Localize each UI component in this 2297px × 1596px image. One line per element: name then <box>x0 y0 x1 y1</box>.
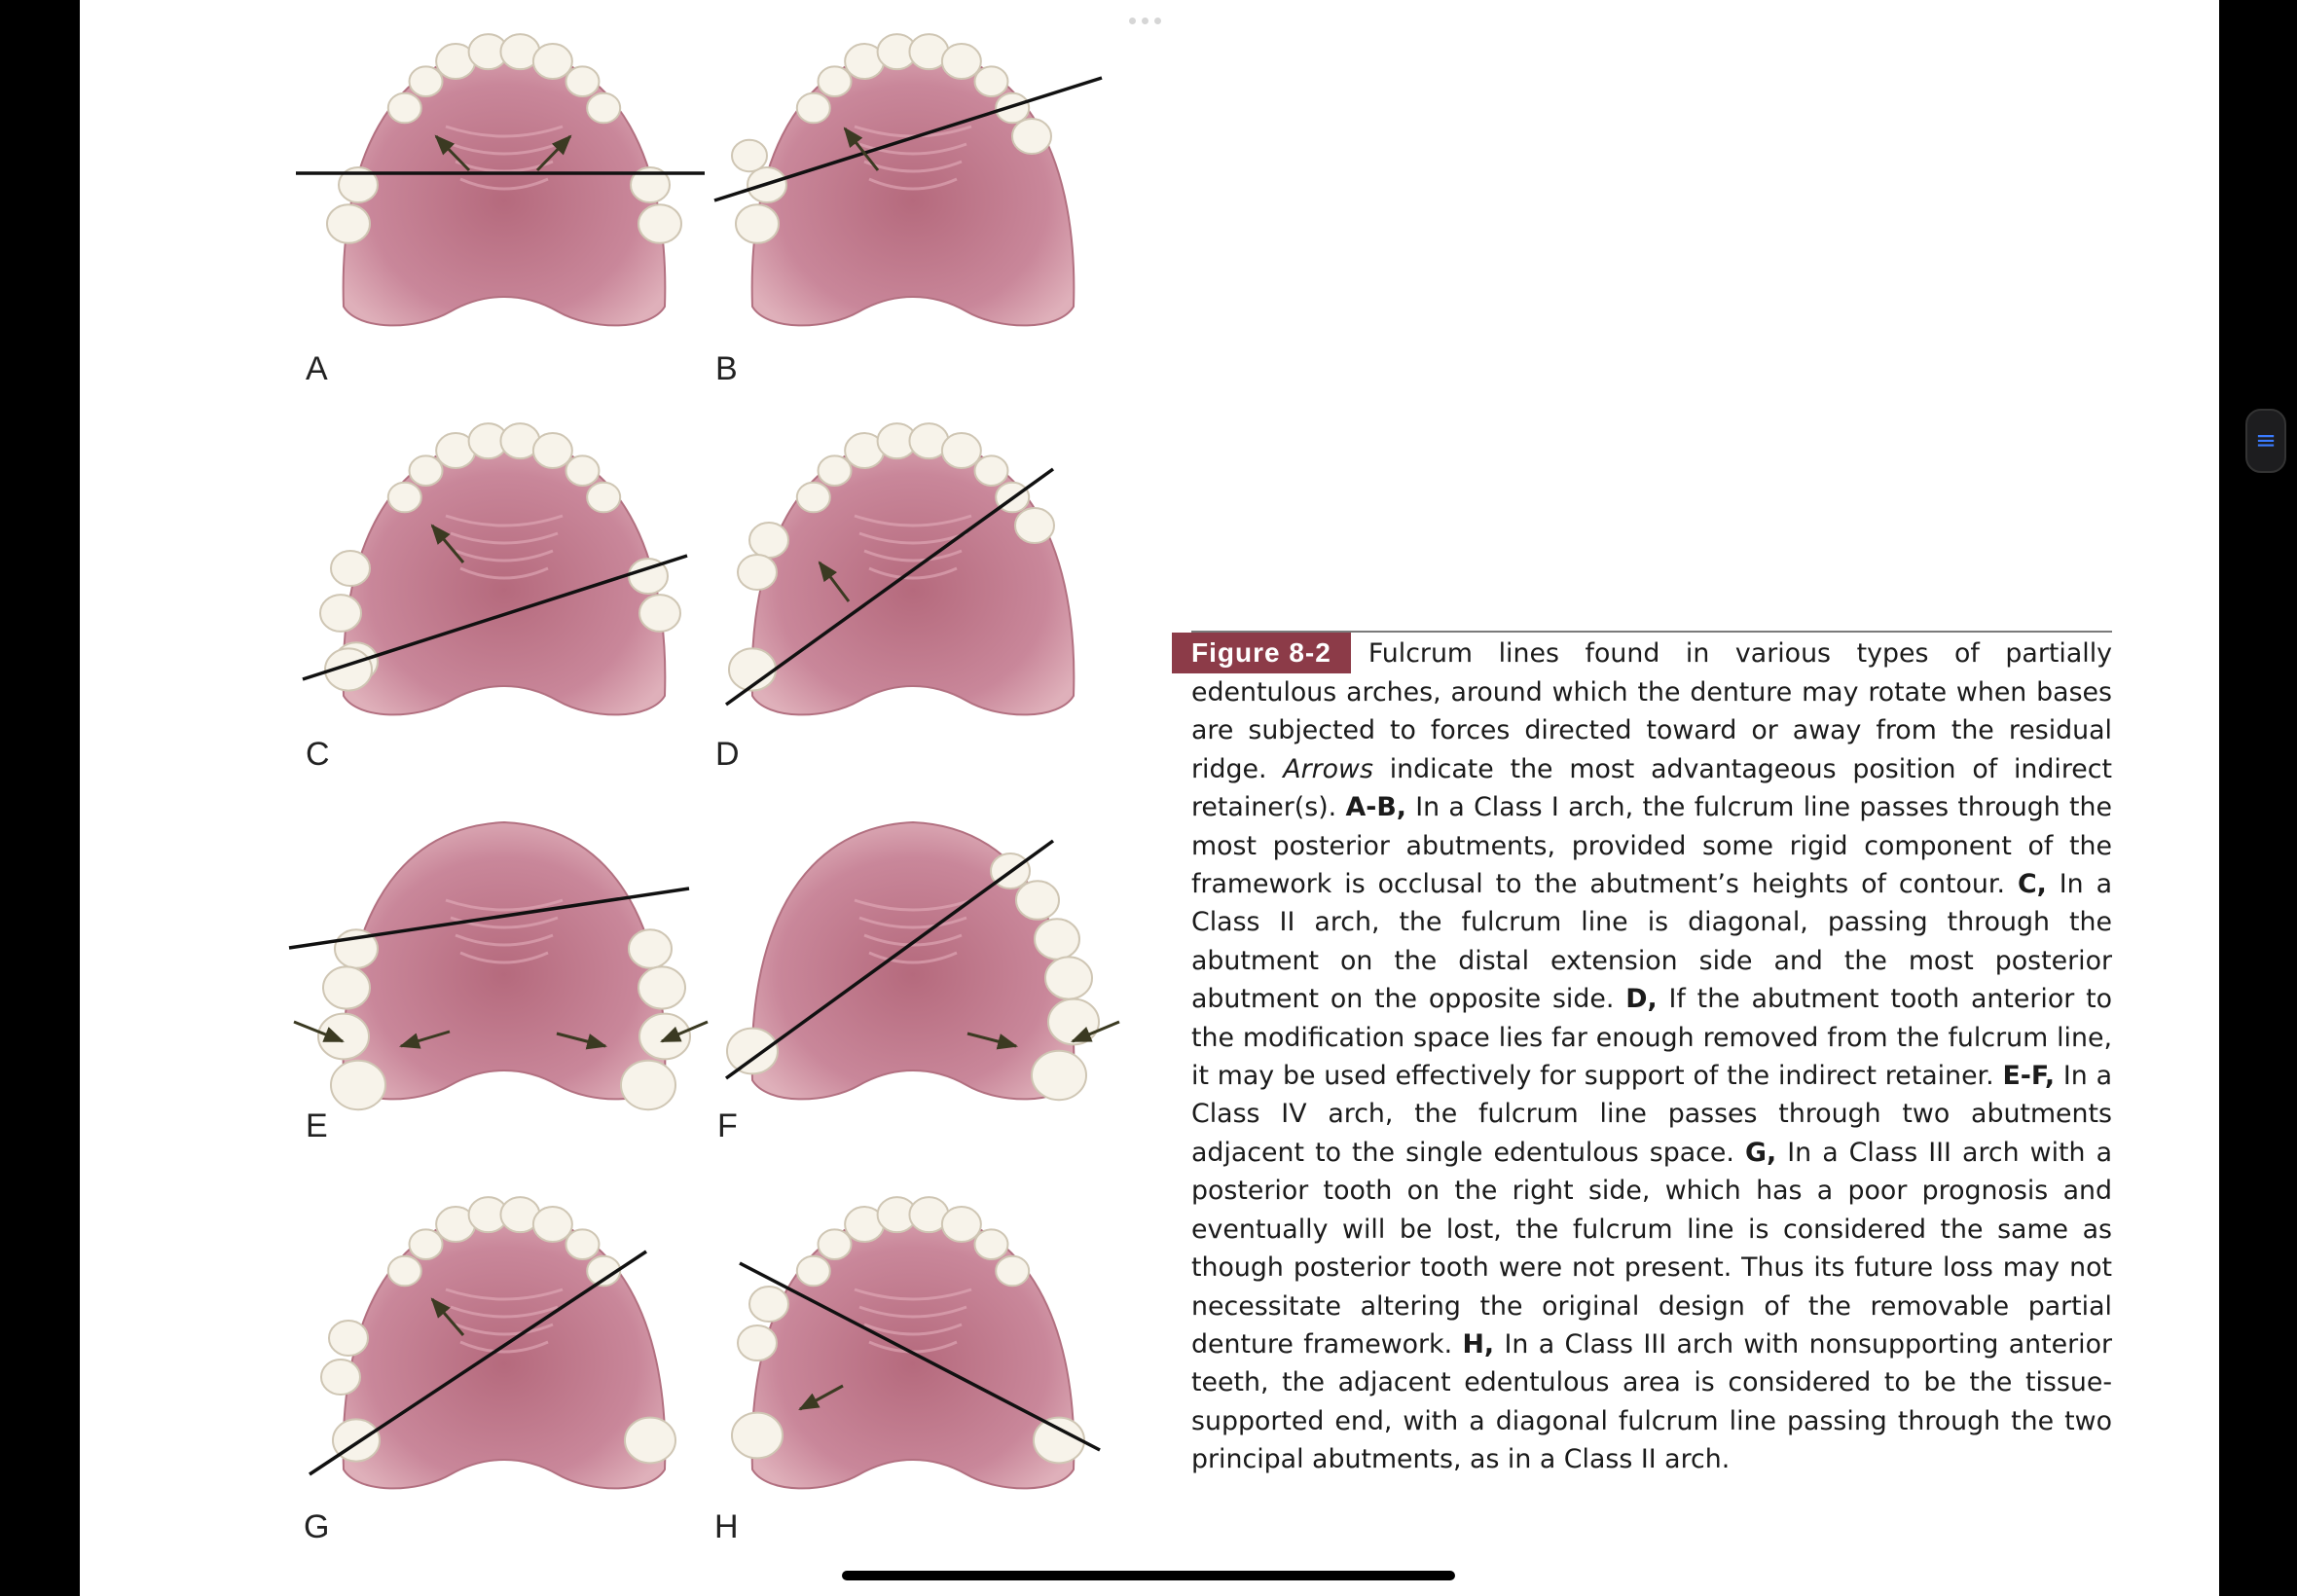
caption-segment: C, <box>2017 869 2047 900</box>
caption-segment: In a Class III arch with nonsupporting anterior teeth, the adjacent edentulous area is considered to be the tissue-supported end, with a diagonal fulcrum line passing through the two principal abutments, as in a Class II arch. <box>1191 1328 2112 1475</box>
anterior-tooth <box>819 66 852 96</box>
anterior-tooth <box>942 433 981 468</box>
anterior-tooth <box>565 1229 599 1259</box>
anterior-tooth <box>797 1256 830 1287</box>
palate-arch-c <box>344 438 666 714</box>
anterior-tooth <box>819 455 852 486</box>
panel-label-a: A <box>306 350 328 387</box>
anterior-tooth <box>996 1256 1029 1287</box>
figure-caption <box>1191 631 2112 1479</box>
posterior-tooth <box>749 523 788 558</box>
posterior-tooth <box>1048 999 1099 1045</box>
caption-segment: Fulcrum lines found in various types of partially edentulous arches, around which the denture may rotate when bases are subjected to forces directed toward or away from the residual ridge. <box>1191 638 2112 784</box>
posterior-tooth <box>318 1014 369 1060</box>
anterior-tooth <box>533 433 572 468</box>
posterior-tooth <box>1045 957 1092 998</box>
posterior-tooth <box>323 966 370 1008</box>
posterior-tooth <box>639 595 680 632</box>
palate-arch-b <box>752 49 1075 325</box>
anterior-tooth <box>942 1207 981 1242</box>
anterior-tooth <box>533 44 572 79</box>
anterior-tooth <box>974 455 1007 486</box>
posterior-tooth <box>738 1325 777 1360</box>
hamburger-icon: ≡ <box>2255 426 2277 455</box>
posterior-tooth <box>1035 919 1079 959</box>
posterior-tooth <box>639 1014 690 1060</box>
anterior-tooth <box>410 455 443 486</box>
caption-segment: In a Class IV arch, the fulcrum line passes through two abutments adjacent to the single edentulous space. <box>1191 1061 2113 1168</box>
anterior-tooth <box>974 66 1007 96</box>
posterior-tooth <box>732 140 767 171</box>
caption-segment: D, <box>1625 984 1658 1015</box>
palate-arch-a <box>344 49 666 325</box>
caption-segment: A-B, <box>1345 792 1406 823</box>
posterior-tooth <box>1016 881 1059 920</box>
caption-segment: In a Class III arch with a posterior tooth on the right side, which has a poor prognosis and eventually will be lost, the fulcrum line is considered the same as though posterior tooth were not present. Thus its future loss may not necessitate altering the original design of the removable partial denture framework. <box>1191 1137 2112 1360</box>
posterior-tooth <box>1032 1051 1086 1100</box>
posterior-tooth <box>629 929 672 968</box>
posterior-tooth <box>738 555 777 590</box>
panel-label-h: H <box>714 1508 739 1545</box>
anterior-tooth <box>410 66 443 96</box>
side-menu-handle[interactable] <box>2245 409 2286 473</box>
palate-arch-d <box>752 438 1075 714</box>
anterior-tooth <box>565 455 599 486</box>
caption-segment: Arrows <box>1283 753 1373 784</box>
posterior-tooth <box>1015 508 1054 543</box>
posterior-tooth <box>727 1029 778 1074</box>
posterior-tooth <box>1012 119 1051 154</box>
palate-arch-e <box>344 822 666 1099</box>
posterior-tooth <box>736 204 779 243</box>
caption-segment: If the abutment tooth anterior to the modification space lies far enough removed from the fulcrum line, it may be used effectively for support of the indirect retainer. <box>1191 984 2112 1092</box>
posterior-tooth <box>327 204 370 243</box>
posterior-tooth <box>320 595 361 632</box>
posterior-tooth <box>638 204 681 243</box>
caption-segment: In a Class II arch, the fulcrum line is diagonal, passing through the abutment on the distal extension side and the most posterior abutment on the opposite side. <box>1191 869 2112 1015</box>
caption-segment: indicate the most advantageous position of indirect retainer(s). <box>1191 753 2112 823</box>
palate-arch-h <box>752 1212 1075 1488</box>
posterior-tooth <box>732 1413 783 1459</box>
anterior-tooth <box>388 93 421 124</box>
posterior-tooth <box>638 966 685 1008</box>
posterior-tooth <box>321 1360 360 1395</box>
posterior-tooth <box>625 1418 675 1464</box>
caption-text <box>1191 638 2112 1474</box>
figure-illustration <box>80 0 1189 1596</box>
panel-label-e: E <box>306 1107 328 1144</box>
caption-segment: H, <box>1462 1328 1495 1360</box>
palate-arch-g <box>344 1212 666 1488</box>
posterior-tooth <box>329 1321 368 1356</box>
anterior-tooth <box>533 1207 572 1242</box>
anterior-tooth <box>587 483 620 513</box>
figure-number-badge: Figure 8-2 <box>1172 633 1351 673</box>
anterior-tooth <box>410 1229 443 1259</box>
posterior-tooth <box>621 1061 675 1109</box>
panel-label-f: F <box>717 1107 738 1144</box>
document-page <box>80 0 2219 1596</box>
anterior-tooth <box>974 1229 1007 1259</box>
caption-segment: In a Class I arch, the fulcrum line passes through the most posterior abutments, provided some rigid component of the framework is occlusal to the abutment’s heights of contour. <box>1191 792 2112 900</box>
anterior-tooth <box>797 483 830 513</box>
panel-label-c: C <box>306 736 330 773</box>
home-indicator[interactable] <box>842 1571 1455 1580</box>
panel-label-g: G <box>304 1508 330 1545</box>
posterior-tooth <box>749 1287 788 1322</box>
anterior-tooth <box>565 66 599 96</box>
posterior-tooth <box>331 551 370 586</box>
anterior-tooth <box>942 44 981 79</box>
caption-segment: E-F, <box>2002 1061 2056 1092</box>
anterior-tooth <box>388 1256 421 1287</box>
panel-label-d: D <box>715 736 740 773</box>
caption-segment: G, <box>1744 1137 1777 1168</box>
panel-label-b: B <box>715 350 738 387</box>
posterior-tooth <box>1034 1418 1084 1464</box>
anterior-tooth <box>587 93 620 124</box>
anterior-tooth <box>819 1229 852 1259</box>
posterior-tooth <box>331 1061 385 1109</box>
anterior-tooth <box>388 483 421 513</box>
anterior-tooth <box>797 93 830 124</box>
